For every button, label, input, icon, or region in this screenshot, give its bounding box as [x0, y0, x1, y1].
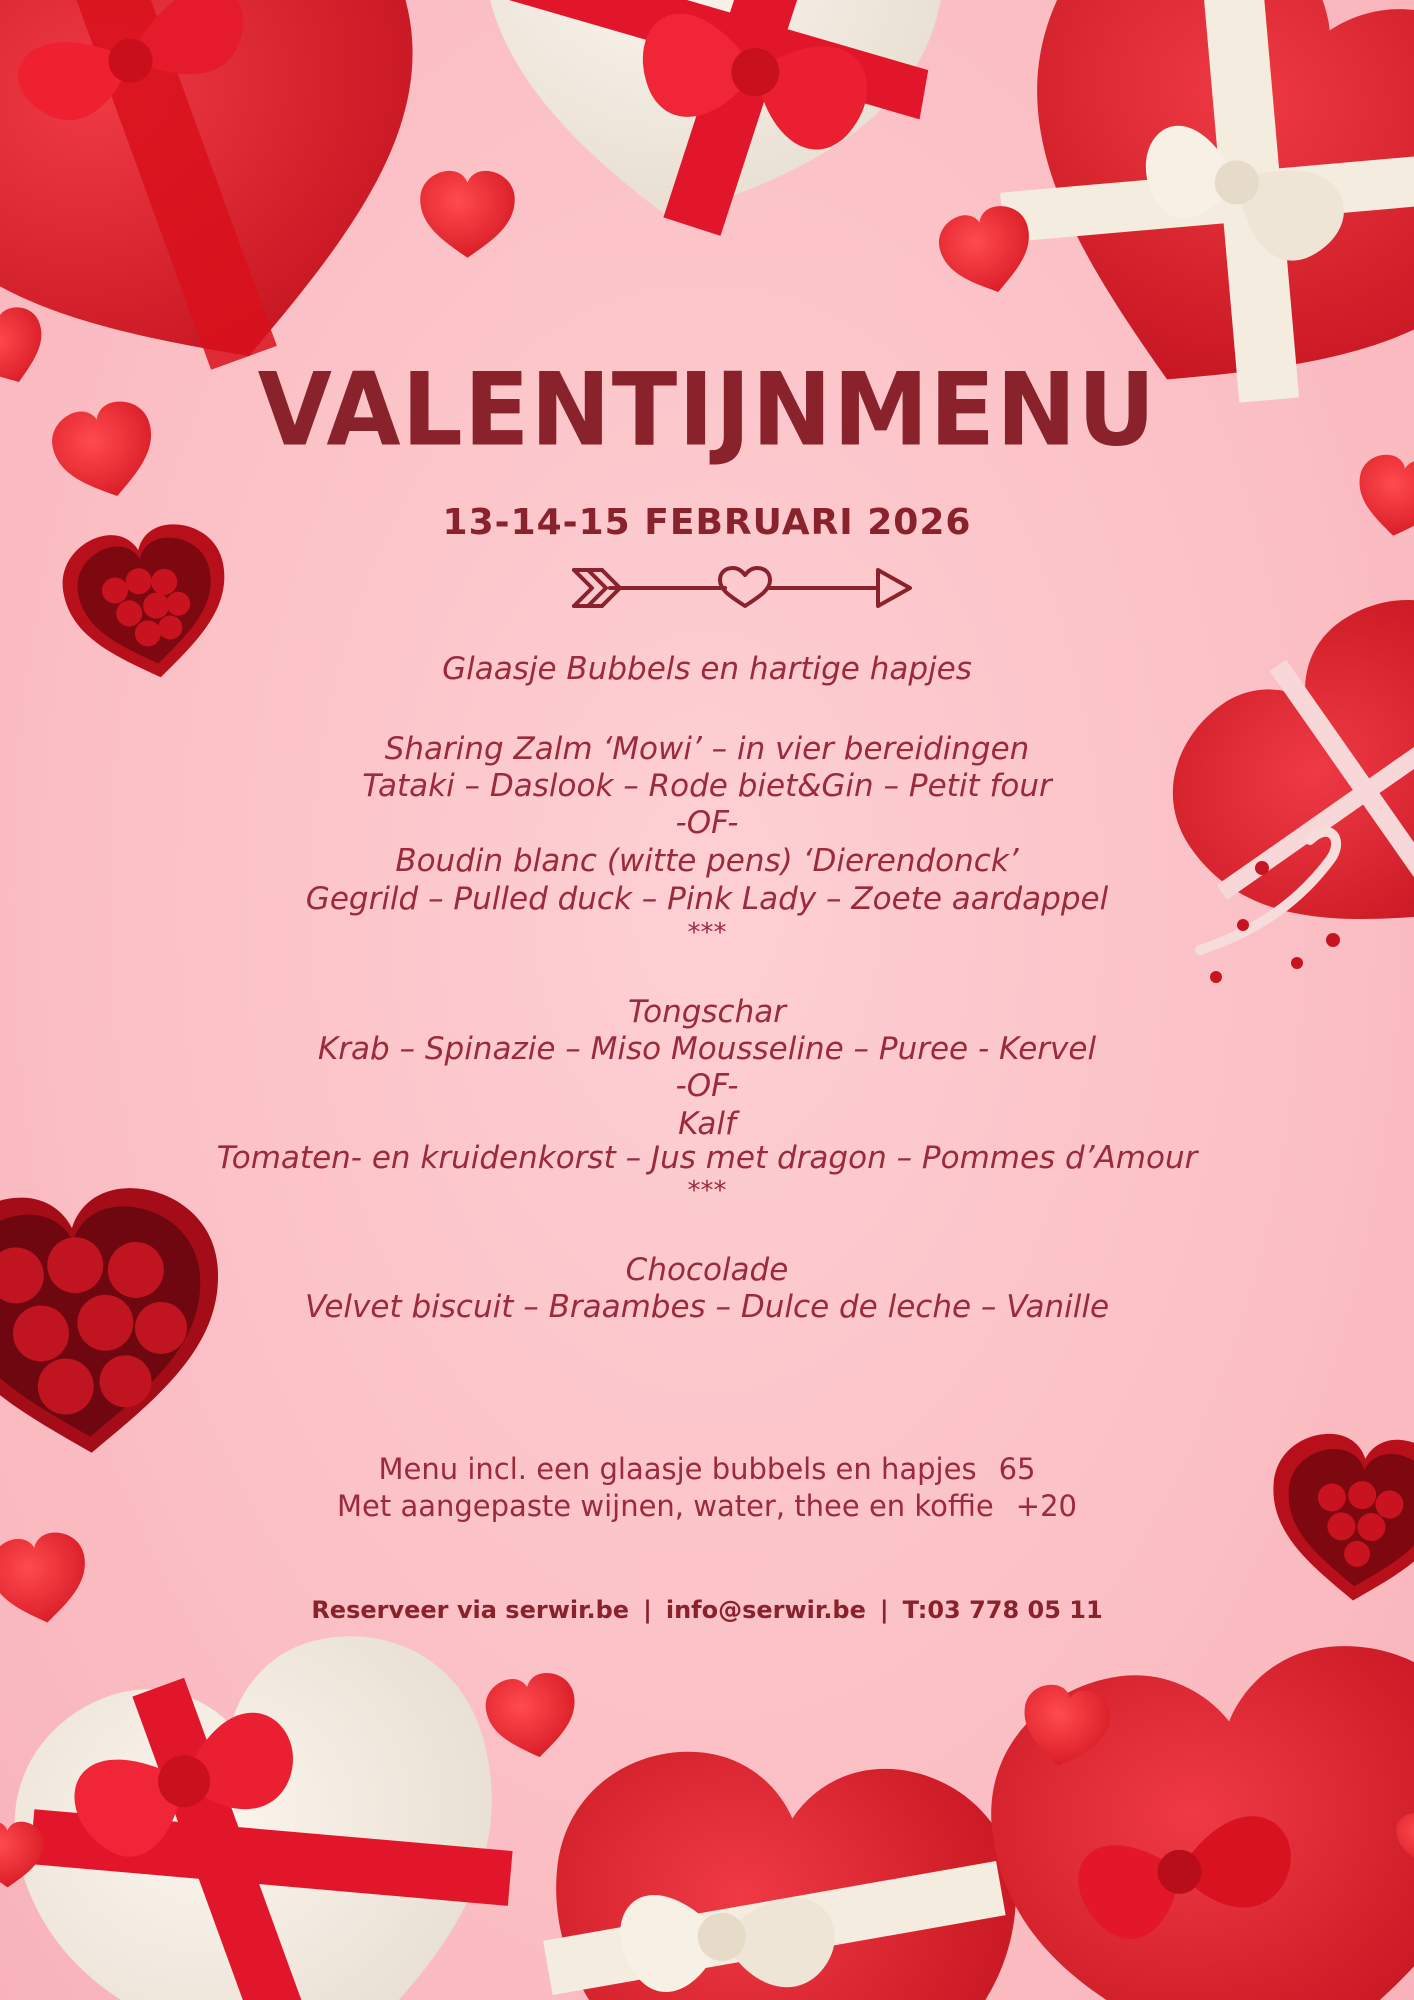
menu-or-2: -OF- — [675, 1068, 739, 1104]
event-dates: 13-14-15 FEBRUARI 2026 — [442, 502, 972, 543]
menu-main-1-title: Tongschar — [628, 994, 786, 1030]
menu-starter-2-desc: Gegrild – Pulled duck – Pink Lady – Zoete aardappel — [305, 881, 1109, 917]
phone-link[interactable]: T:03 778 05 11 — [902, 1596, 1103, 1624]
price-menu — [0, 1452, 1414, 1486]
contact-line — [0, 1598, 1414, 1622]
menu-main-2-desc: Tomaten- en kruidenkorst – Jus met dragon – Pommes d’Amour — [216, 1140, 1198, 1176]
price-menu-label: Menu incl. een glaasje bubbels en hapjes — [378, 1452, 977, 1486]
menu-starter-2-title: Boudin blanc (witte pens) ‘Dierendonck’ — [395, 843, 1019, 879]
contact-separator: | — [879, 1596, 889, 1624]
menu-dessert-title: Chocolade — [625, 1252, 789, 1288]
price-wine-amount: +20 — [1015, 1489, 1077, 1523]
menu-main-2-title: Kalf — [678, 1106, 736, 1142]
menu-starter-1-title: Sharing Zalm ‘Mowi’ – in vier bereidingen — [384, 731, 1030, 767]
page-title: VALENTIJNMENU — [257, 351, 1157, 469]
menu-aperitif: Glaasje Bubbels en hartige hapjes — [442, 651, 972, 687]
email-link[interactable]: info@serwir.be — [665, 1596, 866, 1624]
menu-separator-2: *** — [687, 1176, 727, 1206]
menu-starter-1-desc: Tataki – Daslook – Rode biet&Gin – Petit four — [362, 768, 1052, 804]
price-menu-amount: 65 — [998, 1452, 1036, 1486]
arrow-heart-icon — [570, 562, 915, 614]
price-wine-label: Met aangepaste wijnen, water, thee en koffie — [337, 1489, 994, 1523]
contact-separator: | — [643, 1596, 652, 1624]
menu-or-1: -OF- — [675, 805, 739, 841]
price-wine — [0, 1489, 1414, 1523]
menu-dessert-desc: Velvet biscuit – Braambes – Dulce de leche – Vanille — [304, 1289, 1110, 1325]
menu-separator-1: *** — [687, 918, 727, 948]
menu-main-1-desc: Krab – Spinazie – Miso Mousseline – Puree - Kervel — [317, 1031, 1097, 1067]
reserve-link[interactable]: Reserveer via serwir.be — [311, 1596, 630, 1624]
